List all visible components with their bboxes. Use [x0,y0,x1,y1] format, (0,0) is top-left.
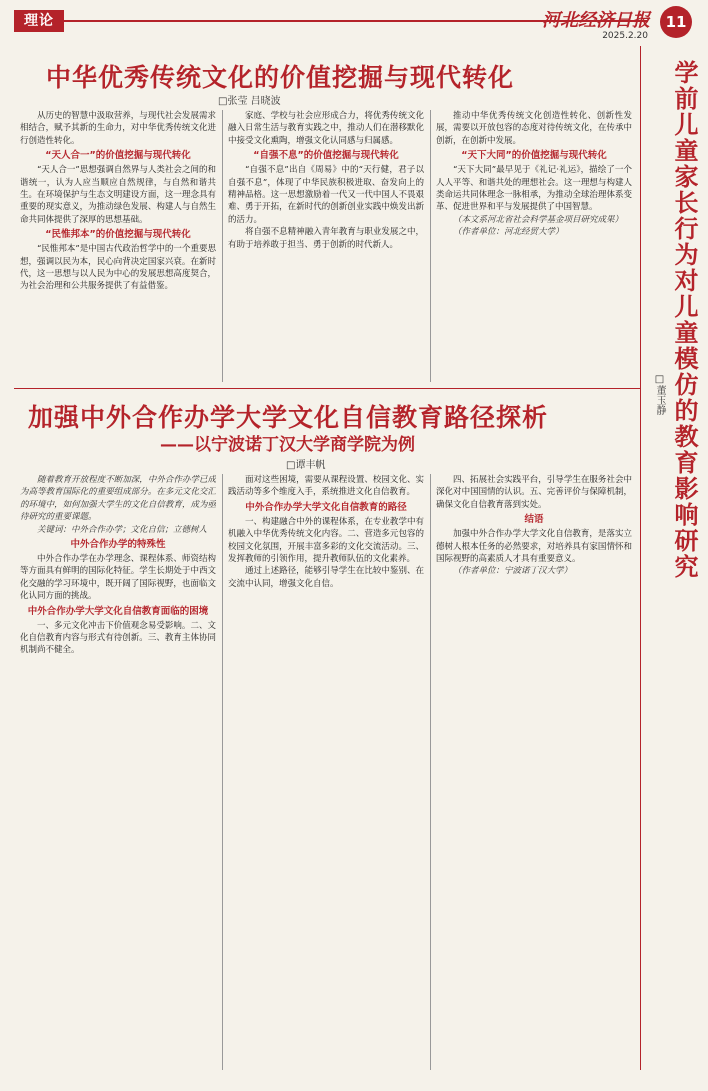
author-affiliation: （作者单位：河北经贸大学） [453,227,564,238]
paragraph: 家庭、学校与社会应形成合力，将优秀传统文化融入日常生活与教育实践之中，推动人们在潜移默化中接受文化熏陶，增强文化认同感与归属感。 [228,111,424,146]
column-divider [222,474,223,1070]
author-affiliation: （作者单位：宁波诺丁汉大学） [453,566,573,577]
sidebar-divider [640,46,641,1070]
paragraph: 加强中外合作办学大学文化自信教育，是落实立德树人根本任务的必然要求，对培养具有家国情怀和国际视野的高素质人才具有重要意义。 [436,529,632,565]
subheading: 中外合作办学大学文化自信教育面临的困境 [27,605,209,617]
paragraph: 推动中华优秀传统文化创造性转化、创新性发展，需要以开放包容的态度对待传统文化，在传承中创新，在创新中发展。 [436,111,632,146]
subheading: “自强不息”的价值挖掘与现代转化 [253,150,399,162]
subheading: 结语 [524,514,544,526]
paragraph: “自强不息”出自《周易》中的“天行健，君子以自强不息”，体现了中华民族积极进取、奋发向上的精神品格。这一思想激励着一代又一代中国人不畏艰难、勇于开拓，在新时代的创新创业实践中焕发出新的活力。 [228,165,424,225]
article2-author: □谭丰帆 [286,460,326,471]
subheading: “天下大同”的价值挖掘与现代转化 [461,150,607,162]
article1-column-3 [436,110,632,382]
paragraph: “天人合一”思想强调自然界与人类社会之间的和谐统一，认为人应当顺应自然规律，与自然和谐共生。在环境保护与生态文明建设方面，这一理念具有重要的现实意义，为推动绿色发展、构建人与自然生命共同体提供了深厚的思想基础。 [20,165,216,225]
newspaper-name: 河北经济日报 [542,10,650,31]
subheading: 中外合作办学的特殊性 [70,539,166,551]
article1-column-1 [20,110,216,382]
paragraph: 通过上述路径，能够引导学生在比较中鉴别、在交流中认同，增强文化自信。 [228,566,424,589]
publication-date: 2025.2.20 [602,31,648,41]
paragraph: 从历史的智慧中汲取营养，与现代社会发展需求相结合，赋予其新的生命力，对中华优秀传统文化进行创造性转化。 [20,111,216,146]
paragraph: “天下大同”最早见于《礼记·礼运》，描绘了一个人人平等、和谐共处的理想社会。这一理想与构建人类命运共同体理念一脉相承，为推动全球治理体系变革、促进世界和平与发展提供了中国智慧。 [436,165,632,213]
abstract: 随着教育开放程度不断加深，中外合作办学已成为高等教育国际化的重要组成部分。在多元文化交汇的环境中，如何加强大学生的文化自信教育，成为亟待研究的重要课题。 [20,475,216,523]
paragraph: 一、构建融合中外的课程体系，在专业教学中有机融入中华优秀传统文化内容。二、营造多元包容的校园文化氛围，开展丰富多彩的文化交流活动。三、发挥教师的引领作用，提升教师队伍的文化素养。 [228,516,424,565]
funding-note: （本文系河北省社会科学基金项目研究成果） [453,214,624,225]
article2-subtitle: ——以宁波诺丁汉大学商学院为例 [160,435,415,455]
page-header [0,0,708,46]
subheading: 中外合作办学大学文化自信教育的路径 [245,501,407,513]
article1-title: 中华优秀传统文化的价值挖掘与现代转化 [46,63,515,92]
page-number: 11 [660,6,692,38]
article3-title: 学前儿童家长行为对儿童模仿的教育影响研究 [670,60,698,580]
column-divider [222,110,223,382]
paragraph: 四、拓展社会实践平台，引导学生在服务社会中深化对中国国情的认识。五、完善评价与保障机制，确保文化自信教育落到实处。 [436,475,632,510]
paragraph: 一、多元文化冲击下价值观念易受影响。二、文化自信教育内容与形式有待创新。三、教育主体协同机制尚不健全。 [20,620,216,656]
column-divider [430,474,431,1070]
article2-title: 加强中外合作办学大学文化自信教育路径探析 [28,403,549,432]
keywords: 关键词：中外合作办学；文化自信；立德树人 [37,524,208,535]
article2-column-3 [436,474,632,1070]
article-separator [14,388,640,389]
article2-column-1 [20,474,216,1070]
article2-column-2 [228,474,424,1070]
subheading: “天人合一”的价值挖掘与现代转化 [45,150,191,162]
section-tab: 理论 [14,10,64,32]
paragraph: 中外合作办学在办学理念、课程体系、师资结构等方面具有鲜明的国际化特征。学生长期处于中西文化交融的学习环境中，既开阔了国际视野，也面临文化认同方面的挑战。 [20,554,216,602]
subheading: “民惟邦本”的价值挖掘与现代转化 [45,229,191,241]
paragraph: 面对这些困境，需要从课程设置、校园文化、实践活动等多个维度入手，系统推进文化自信教育。 [228,475,424,498]
article1-column-2 [228,110,424,382]
column-divider [430,110,431,382]
paragraph: 将自强不息精神融入青年教育与职业发展之中，有助于培养敢于担当、勇于创新的时代新人。 [228,227,424,250]
article3-author: □董玉静 [654,374,665,415]
paragraph: “民惟邦本”是中国古代政治哲学中的一个重要思想，强调以民为本，民心向背决定国家兴衰。在新时代，这一思想与以人民为中心的发展思想高度契合，为社会治理和公共服务提供了有益借鉴。 [20,244,216,292]
article1-author: □张莹 吕晓波 [218,96,281,107]
